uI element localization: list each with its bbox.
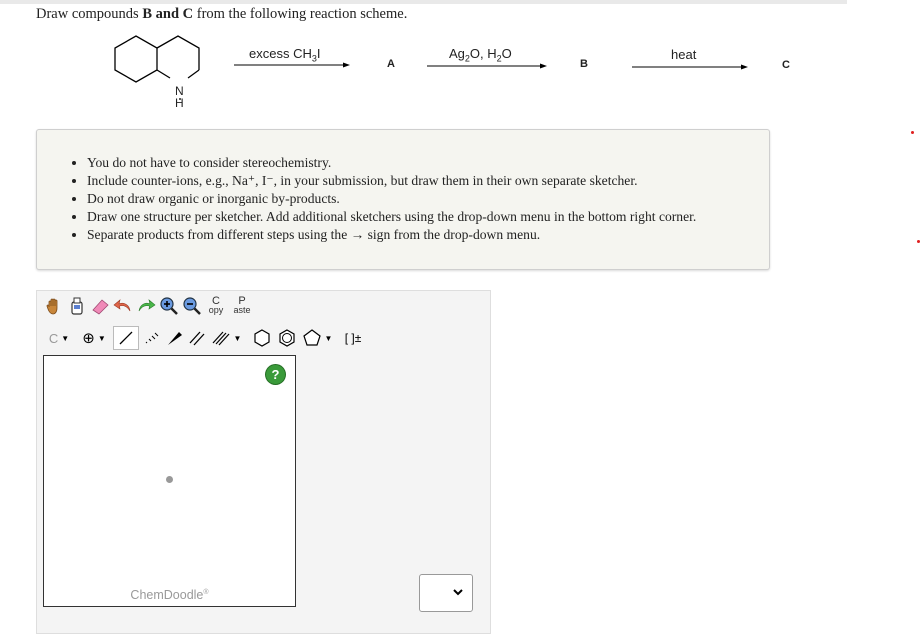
benzene-icon[interactable] [275,327,299,349]
instruction-item: • Separate products from different steps using the → sign from the drop-down menu. [87,226,696,244]
zoom-in-icon[interactable] [158,295,180,317]
instructions-list [37,154,696,244]
instruction-item: • Include counter-ions, e.g., Na⁺, I⁻, in your submission, but draw them in their own separate sketcher. [87,172,696,190]
toolbar-row-1 [43,294,256,318]
atom-label-picker[interactable]: C ▼ [48,330,70,346]
help-button[interactable]: ? [266,365,285,384]
question-text: Draw compounds B and C from the following reaction scheme. [36,6,408,22]
lasso-icon[interactable] [66,295,88,317]
chemdoodle-brand: ChemDoodle® [130,588,209,602]
cyclopentane-icon[interactable]: ▼ [300,327,334,349]
compound-a-label: A [387,58,395,70]
compound-c-label: C [782,59,790,71]
chevron-down-icon [452,587,464,597]
cyclohexane-icon[interactable] [250,327,274,349]
eraser-icon[interactable] [89,295,111,317]
nitrogen-atom: N [175,84,184,98]
red-marker [917,240,920,243]
sketcher-dropdown[interactable] [419,574,473,612]
reaction-scheme [0,0,923,130]
copy-button[interactable]: C opy [208,295,224,315]
chemdoodle-sketcher [36,290,491,634]
step3-reagent: heat [671,47,697,62]
step1-reagent: excess $CH_3I$ [249,46,321,64]
bracket-charge-tool[interactable]: [ ]± [344,331,362,345]
instruction-item: • Draw one structure per sketcher. Add additional sketchers using the drop-down menu in the bottom right corner. [87,208,696,226]
triple-bond-icon[interactable]: ▼ [209,327,243,349]
decahydroquinoline-structure [115,36,199,100]
single-bond-icon[interactable] [113,326,139,350]
reaction-arrows [234,65,744,67]
charge-picker[interactable]: ⊕ ▼ [82,330,106,347]
red-marker [911,131,914,134]
paste-button[interactable]: P aste [233,295,251,315]
compound-b-label: B [580,58,588,70]
drawing-canvas[interactable] [43,355,296,607]
undo-icon[interactable] [112,295,134,317]
hashed-bond-icon[interactable] [140,327,162,349]
wedge-bond-icon[interactable] [163,327,185,349]
zoom-out-icon[interactable] [181,295,203,317]
instruction-item: • You do not have to consider stereochemistry. [87,154,696,172]
canvas-marker-dot [166,476,173,483]
redo-icon[interactable] [135,295,157,317]
hydrogen-atom: H [175,96,184,110]
double-bond-icon[interactable] [186,327,208,349]
instruction-item: • Do not draw organic or inorganic by-products. [87,190,696,208]
step2-reagent: $Ag_2O$, $H_2O$ [449,46,512,64]
pan-hand-icon[interactable] [43,295,65,317]
instructions-box [36,129,770,270]
toolbar-row-2 [43,326,368,350]
